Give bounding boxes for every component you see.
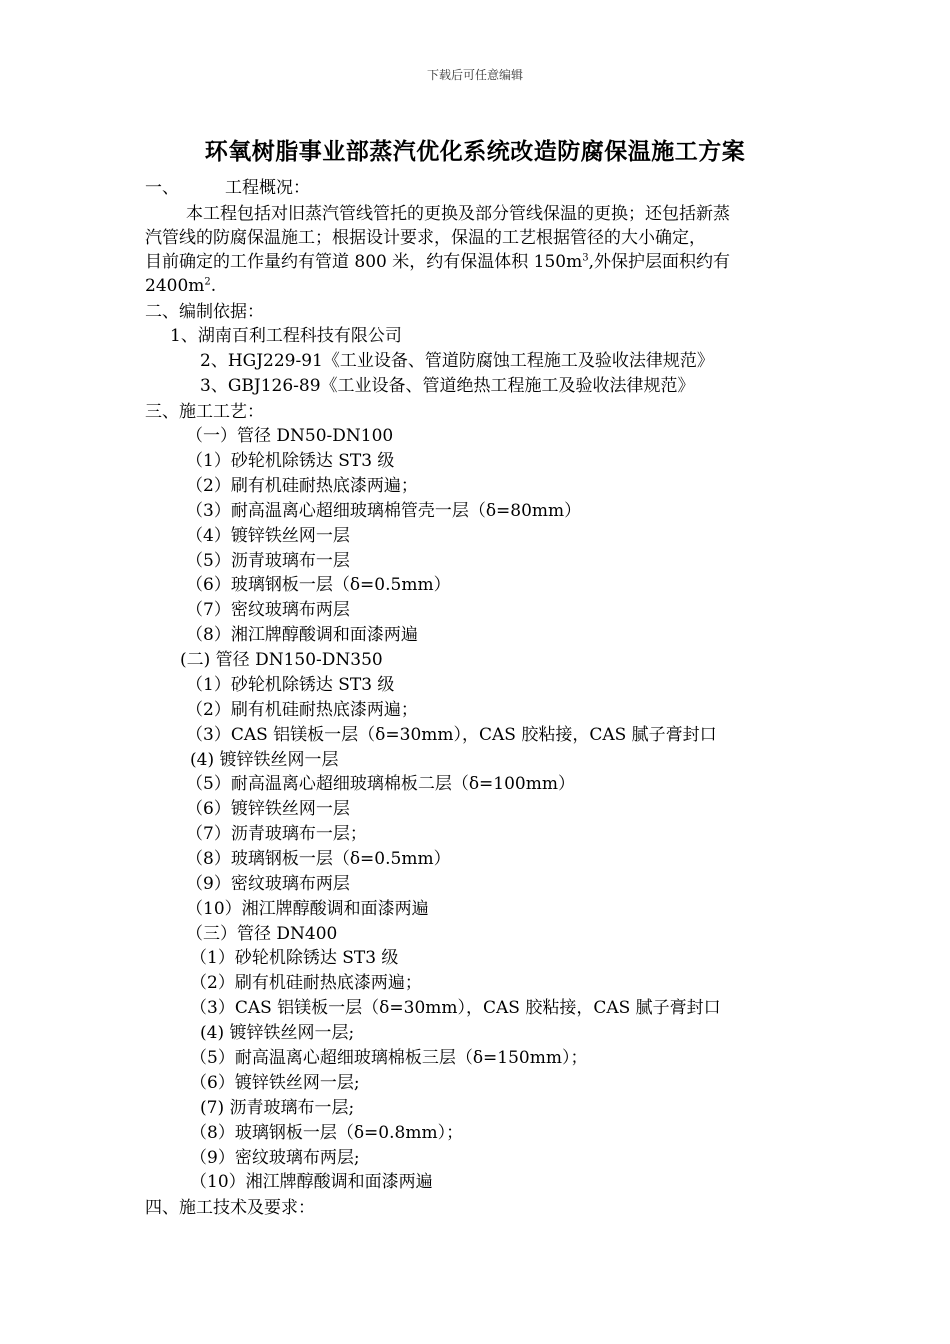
section1-paragraph-line4 — [145, 274, 216, 298]
process-step: （2）刷有机硅耐热底漆两遍； — [190, 973, 422, 993]
process-step: (7) 沥青玻璃布一层; — [200, 1098, 355, 1118]
reference-item: 1、湖南百利工程科技有限公司 — [170, 326, 402, 346]
process-step: （1）砂轮机除锈达 ST3 级 — [186, 451, 395, 471]
section4-heading: 四、施工技术及要求： — [145, 1198, 315, 1218]
process-step: （6）玻璃钢板一层（δ=0.5mm） — [186, 575, 451, 595]
process-step: （8）玻璃钢板一层（δ=0.8mm）； — [190, 1123, 464, 1143]
process-step: （6）镀锌铁丝网一层 — [186, 799, 350, 819]
process-step: （2）刷有机硅耐热底漆两遍； — [186, 476, 418, 496]
area-period: . — [210, 276, 217, 296]
process-step: (4) 镀锌铁丝网一层 — [190, 750, 339, 770]
section3-heading: 三、施工工艺： — [145, 402, 264, 422]
process-step: （1）砂轮机除锈达 ST3 级 — [190, 948, 399, 968]
section1-paragraph-line2: 汽管线的防腐保温施工；根据设计要求，保温的工艺根据管径的大小确定， — [145, 228, 706, 248]
process-group1-title: （一）管径 DN50-DN100 — [186, 426, 394, 446]
process-step: （3）CAS 铝镁板一层（δ=30mm），CAS 胶粘接，CAS 腻子膏封口 — [186, 725, 717, 745]
volume-unit-exponent: 3 — [582, 252, 589, 264]
process-step: （9）密纹玻璃布两层; — [190, 1148, 360, 1168]
process-step: （5）沥青玻璃布一层 — [186, 551, 350, 571]
process-step: （6）镀锌铁丝网一层; — [190, 1073, 360, 1093]
process-step: （8）玻璃钢板一层（δ=0.5mm） — [186, 849, 451, 869]
document-title: 环氧树脂事业部蒸汽优化系统改造防腐保温施工方案 — [204, 138, 746, 165]
process-step: （10）湘江牌醇酸调和面漆两遍 — [186, 899, 429, 919]
process-step: （10）湘江牌醇酸调和面漆两遍 — [190, 1172, 433, 1192]
process-step: （2）刷有机硅耐热底漆两遍； — [186, 700, 418, 720]
process-step: （7）密纹玻璃布两层 — [186, 600, 350, 620]
process-step: （4）镀锌铁丝网一层 — [186, 526, 350, 546]
process-step: （3）耐高温离心超细玻璃棉管壳一层（δ=80mm） — [186, 501, 582, 521]
process-step: （7）沥青玻璃布一层； — [186, 824, 367, 844]
process-step: （9）密纹玻璃布两层 — [186, 874, 350, 894]
section1-paragraph-line3 — [145, 250, 730, 274]
section1-paragraph-line1: 本工程包括对旧蒸汽管线管托的更换及部分管线保温的更换；还包括新蒸 — [186, 204, 730, 224]
process-step: （3）CAS 铝镁板一层（δ=30mm），CAS 胶粘接，CAS 腻子膏封口 — [190, 998, 721, 1018]
area-text: ,外保护层面积约有 — [588, 252, 731, 272]
section2-heading: 二、编制依据： — [145, 302, 264, 322]
section1-title: 工程概况： — [225, 178, 310, 198]
process-step: (4) 镀锌铁丝网一层; — [200, 1023, 355, 1043]
reference-item: 3、GBJ126-89《工业设备、管道绝热工程施工及验收法律规范》 — [200, 376, 695, 396]
page-header-note: 下载后可任意编辑 — [426, 68, 523, 82]
section1-heading — [145, 176, 310, 200]
process-step: （8）湘江牌醇酸调和面漆两遍 — [186, 625, 418, 645]
volume-text: 目前确定的工作量约有管道 800 米，约有保温体积 150m — [145, 252, 583, 272]
section1-number: 一、 — [145, 178, 179, 198]
process-step: （5）耐高温离心超细玻璃棉板三层（δ=150mm）； — [190, 1048, 588, 1068]
process-group2-title: (二) 管径 DN150-DN350 — [180, 650, 383, 670]
reference-item: 2、HGJ229-91《工业设备、管道防腐蚀工程施工及验收法律规范》 — [200, 351, 714, 371]
process-step: （5）耐高温离心超细玻璃棉板二层（δ=100mm） — [186, 774, 575, 794]
process-group3-title: （三）管径 DN400 — [186, 924, 338, 944]
area-unit-exponent: 2 — [204, 276, 211, 288]
process-step: （1）砂轮机除锈达 ST3 级 — [186, 675, 395, 695]
area-value: 2400m — [145, 276, 205, 296]
